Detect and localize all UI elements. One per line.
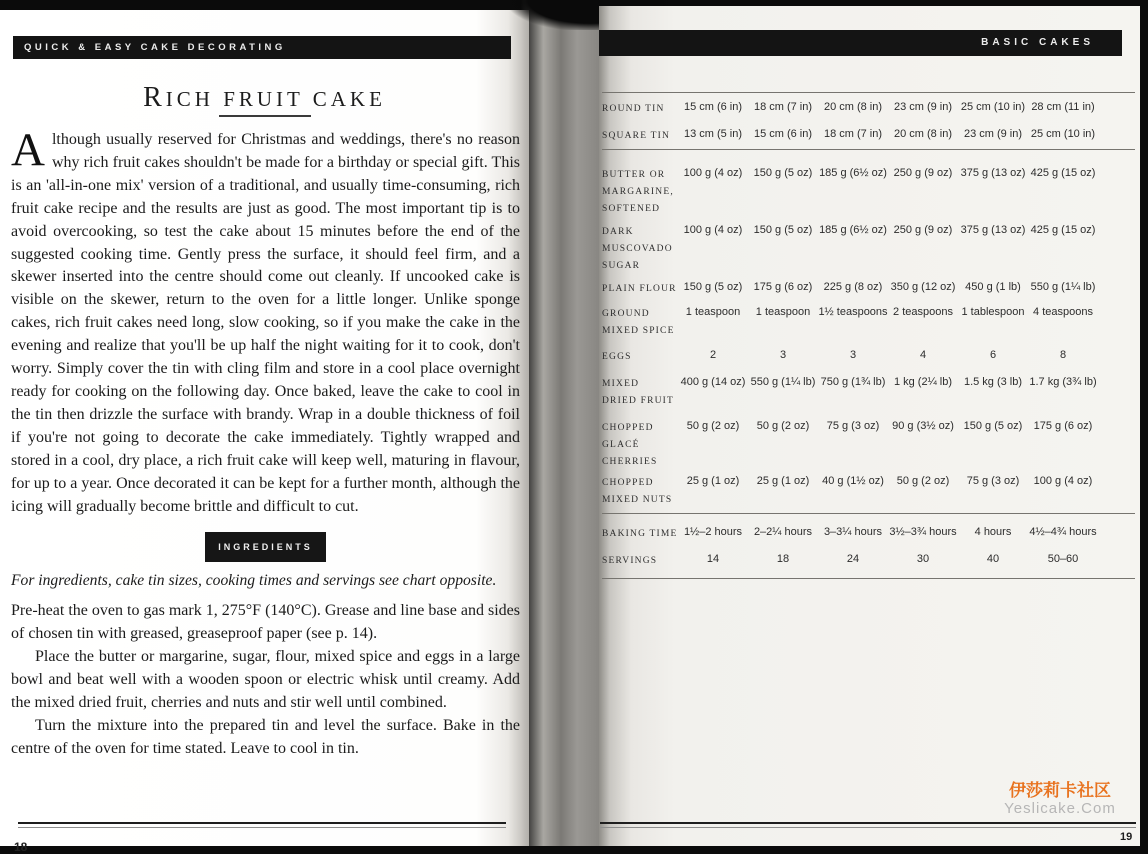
table-cell: 8 xyxy=(1059,349,1067,361)
page-number-left: 18 xyxy=(14,840,28,854)
table-cell: 1½–2 hours xyxy=(683,526,743,538)
recipe-text xyxy=(11,124,520,761)
table-cell: 1½ teaspoons xyxy=(818,306,888,318)
table-row-label: CHOPPED MIXED NUTS xyxy=(602,478,673,505)
table-row-label: MIXED DRIED FRUIT xyxy=(602,379,675,406)
table-cell: 1.5 kg (3 lb) xyxy=(963,376,1023,388)
table-cell: 50 g (2 oz) xyxy=(756,420,810,432)
table-row xyxy=(602,376,1136,410)
table-cell: 350 g (12 oz) xyxy=(890,281,956,293)
table-cell: 1 teaspoon xyxy=(755,306,811,318)
table-row-label: DARK MUSCOVADO SUGAR xyxy=(602,227,673,271)
table-row xyxy=(602,526,1136,543)
table-cell: 150 g (5 oz) xyxy=(753,167,813,179)
table-cell: 2–2¼ hours xyxy=(753,526,813,538)
table-row xyxy=(602,101,1136,118)
table-cell: 15 cm (6 in) xyxy=(753,128,813,140)
table-cell: 1 kg (2¼ lb) xyxy=(893,376,953,388)
table-row-label: GROUND MIXED SPICE xyxy=(602,309,675,336)
table-cell: 50 g (2 oz) xyxy=(686,420,740,432)
page-title: RICH FRUIT CAKE xyxy=(143,82,386,113)
footer-rule xyxy=(18,827,506,828)
table-rule xyxy=(602,149,1135,150)
table-cell: 1.7 kg (3¾ lb) xyxy=(1029,376,1097,388)
table-row xyxy=(602,281,1136,298)
table-cell: 550 g (1¼ lb) xyxy=(750,376,816,388)
table-cell: 75 g (3 oz) xyxy=(826,420,880,432)
table-cell: 50–60 xyxy=(1047,553,1079,565)
table-row-label: BAKING TIME xyxy=(602,529,678,539)
left-page xyxy=(0,10,529,854)
intro-text: lthough usually reserved for Christmas and weddings, there's no reason why rich fruit cakes shouldn't be made for a birthday or special gift. This is an 'all-in-one mix' version of a traditional, and usually time-consuming, rich fruit cake recipe and the results are just as good. The most important tip is to avoid overcooking, so test the cake about 15 minutes before the end of the suggested cooking time. Gently press the surface, it should feel firm, and a skewer inserted into the centre should come out cleanly. If uncooked cake is visible on the skewer, return to the oven for a little longer. Unlike sponge cakes, rich fruit cakes need long, slow cooking, so if you make the cake in the evening and realize that you'll be up half the night waiting for it to cook, don't worry. Simply cover the tin with cling film and store in a cool place overnight ready for cooking on the following day. Once baked, leave the cake to cool in the tin then drizzle the surface with brandy. Wrap in a double thickness of foil if you're not going to decorate the cake immediately. Tightly wrapped and stored in a cool, dry place, a rich fruit cake will keep well, maturing in flavour, for up to a year. Once decorated it can be kept for a further month, although the icing will gradually become brittle and difficult to cut. xyxy=(11,131,520,515)
table-row xyxy=(602,128,1136,145)
table-cell: 100 g (4 oz) xyxy=(1033,475,1093,487)
book-gutter xyxy=(521,0,601,846)
table-cell: 1 tablespoon xyxy=(961,306,1025,318)
footer-rule xyxy=(18,822,506,824)
ingredients-heading-wrap xyxy=(11,532,520,562)
dropcap: A xyxy=(11,124,45,176)
left-header-bar: QUICK & EASY CAKE DECORATING xyxy=(13,36,511,59)
table-cell: 4 xyxy=(919,349,927,361)
table-row-label: BUTTER OR MARGARINE, SOFTENED xyxy=(602,170,674,214)
table-row xyxy=(602,553,1136,570)
table-cell: 20 cm (8 in) xyxy=(823,101,883,113)
title-underline xyxy=(219,115,311,117)
table-cell: 40 xyxy=(986,553,1000,565)
table-cell: 3–3¼ hours xyxy=(823,526,883,538)
method-paragraph: Pre-heat the oven to gas mark 1, 275°F (140°C). Grease and line base and sides of chosen tin with greased, greaseproof paper (see p. 14). xyxy=(11,602,520,643)
table-cell: 2 teaspoons xyxy=(893,306,953,318)
table-row-label: EGGS xyxy=(602,352,632,362)
table-cell: 4 hours xyxy=(974,526,1012,538)
table-cell: 75 g (3 oz) xyxy=(966,475,1020,487)
table-cell: 20 cm (8 in) xyxy=(893,128,953,140)
footer-rule xyxy=(600,827,1136,828)
table-cell: 3 xyxy=(849,349,857,361)
table-cell: 18 xyxy=(776,553,790,565)
table-cell: 3 xyxy=(779,349,787,361)
table-cell: 1 teaspoon xyxy=(685,306,741,318)
table-cell: 25 cm (10 in) xyxy=(1030,128,1096,140)
table-row-label: SQUARE TIN xyxy=(602,131,671,141)
table-cell: 6 xyxy=(989,349,997,361)
table-cell: 400 g (14 oz) xyxy=(680,376,746,388)
table-cell: 185 g (6½ oz) xyxy=(819,224,887,236)
table-cell: 25 g (1 oz) xyxy=(756,475,810,487)
table-cell: 3½–3¾ hours xyxy=(889,526,957,538)
table-cell: 50 g (2 oz) xyxy=(896,475,950,487)
table-cell: 175 g (6 oz) xyxy=(753,281,813,293)
table-cell: 250 g (9 oz) xyxy=(893,167,953,179)
table-cell: 2 xyxy=(709,349,717,361)
table-cell: 30 xyxy=(916,553,930,565)
table-cell: 100 g (4 oz) xyxy=(683,167,743,179)
table-cell: 18 cm (7 in) xyxy=(753,101,813,113)
page-number-right: 19 xyxy=(1120,831,1133,843)
intro-paragraph xyxy=(11,124,520,518)
table-cell: 90 g (3½ oz) xyxy=(892,420,954,432)
table-cell: 450 g (1 lb) xyxy=(965,281,1021,293)
table-cell: 150 g (5 oz) xyxy=(683,281,743,293)
table-rule xyxy=(602,92,1135,93)
table-cell: 225 g (8 oz) xyxy=(823,281,883,293)
table-rule xyxy=(602,578,1135,579)
table-cell: 18 cm (7 in) xyxy=(823,128,883,140)
table-cell: 15 cm (6 in) xyxy=(683,101,743,113)
table-cell: 13 cm (5 in) xyxy=(683,128,743,140)
table-cell: 4 teaspoons xyxy=(1033,306,1093,318)
table-cell: 40 g (1½ oz) xyxy=(822,475,884,487)
table-row xyxy=(602,475,1136,509)
table-cell: 25 cm (10 in) xyxy=(960,101,1026,113)
table-cell: 250 g (9 oz) xyxy=(893,224,953,236)
table-cell: 23 cm (9 in) xyxy=(963,128,1023,140)
table-cell: 375 g (13 oz) xyxy=(960,224,1026,236)
table-cell: 150 g (5 oz) xyxy=(963,420,1023,432)
table-cell: 750 g (1¾ lb) xyxy=(820,376,886,388)
table-row-label: SERVINGS xyxy=(602,556,658,566)
method-paragraph: Place the butter or margarine, sugar, flour, mixed spice and eggs in a large bowl and beat well with a wooden spoon or electric whisk until creamy. Add the mixed dried fruit, cherries and nuts and stir well until combined. xyxy=(11,648,520,711)
table-row xyxy=(602,306,1136,340)
table-cell: 185 g (6½ oz) xyxy=(819,167,887,179)
table-row xyxy=(602,420,1136,471)
table-cell: 23 cm (9 in) xyxy=(893,101,953,113)
method-paragraph: Turn the mixture into the prepared tin and level the surface. Bake in the centre of the oven for time stated. Leave to cool in tin. xyxy=(11,716,520,757)
table-cell: 28 cm (11 in) xyxy=(1031,101,1095,113)
table-cell: 14 xyxy=(706,553,720,565)
table-cell: 375 g (13 oz) xyxy=(960,167,1026,179)
table-cell: 150 g (5 oz) xyxy=(753,224,813,236)
footer-rule xyxy=(600,822,1136,824)
table-row-label: PLAIN FLOUR xyxy=(602,284,677,294)
table-row-label: CHOPPED GLACÉ CHERRIES xyxy=(602,423,658,467)
table-cell: 550 g (1¼ lb) xyxy=(1030,281,1096,293)
table-row-label: ROUND TIN xyxy=(602,104,665,114)
watermark-chinese: 伊莎莉卡社区 xyxy=(1009,781,1111,800)
table-cell: 100 g (4 oz) xyxy=(683,224,743,236)
table-cell: 425 g (15 oz) xyxy=(1030,224,1096,236)
table-rule xyxy=(602,513,1135,514)
table-cell: 25 g (1 oz) xyxy=(686,475,740,487)
table-row xyxy=(602,224,1136,275)
right-header-bar: BASIC CAKES xyxy=(599,30,1122,56)
table-row xyxy=(602,167,1136,218)
ingredients-note: For ingredients, cake tin sizes, cooking times and servings see chart opposite. xyxy=(11,572,497,590)
table-cell: 24 xyxy=(846,553,860,565)
watermark-url: Yeslicake.Com xyxy=(1004,800,1116,817)
table-cell: 4½–4¾ hours xyxy=(1029,526,1097,538)
table-cell: 175 g (6 oz) xyxy=(1033,420,1093,432)
table-cell: 425 g (15 oz) xyxy=(1030,167,1096,179)
ingredients-heading: INGREDIENTS xyxy=(205,532,326,562)
table-row xyxy=(602,349,1136,366)
